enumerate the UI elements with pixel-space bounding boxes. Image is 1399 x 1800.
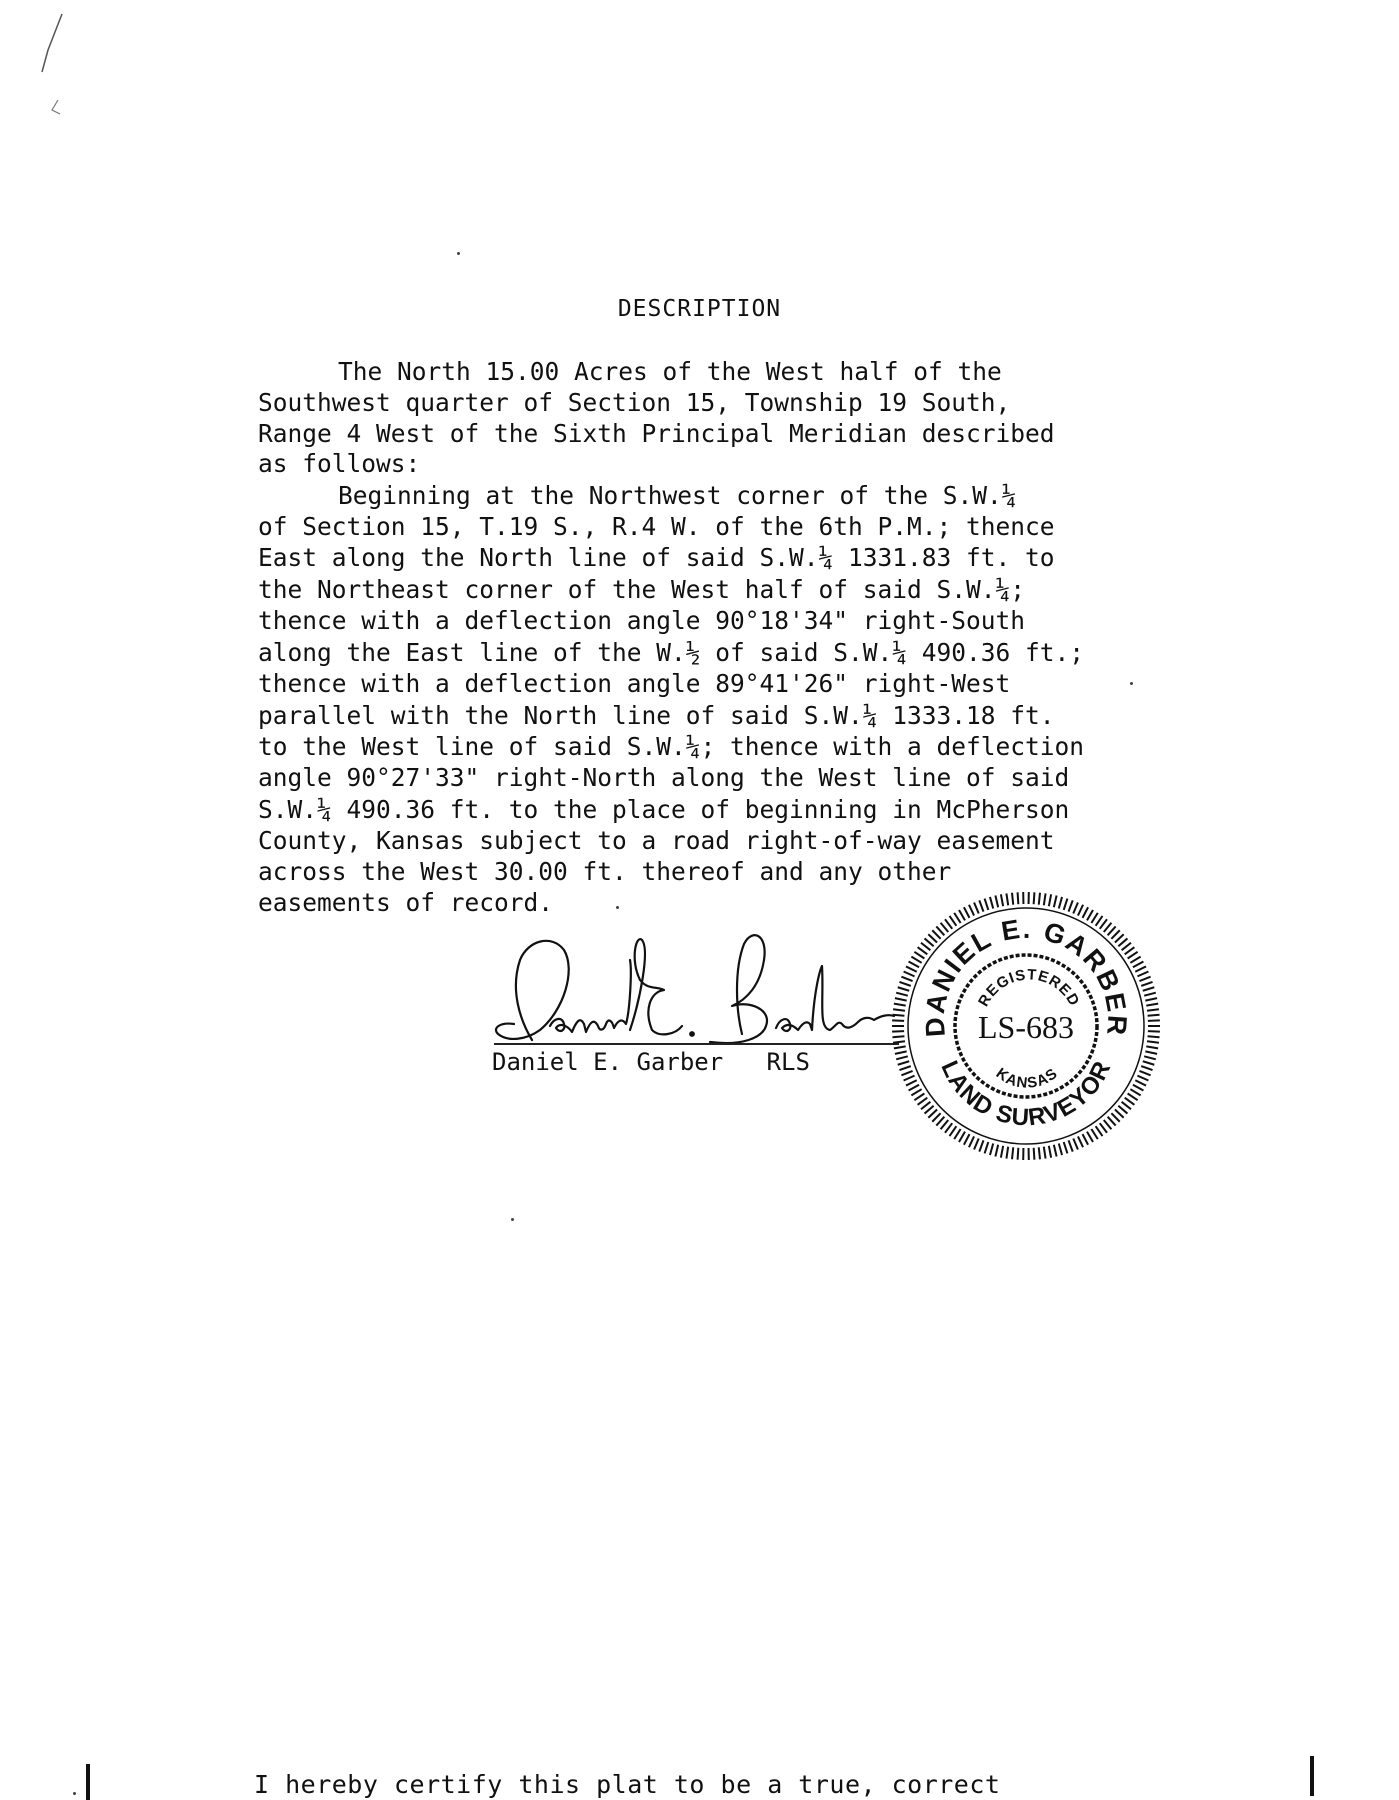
seal-tick	[1125, 1098, 1135, 1105]
seal-tick	[950, 1126, 957, 1136]
seal-tick	[936, 926, 944, 935]
seal-tick	[1118, 938, 1127, 946]
seal-tick	[1091, 1129, 1097, 1139]
seal-tick	[1064, 899, 1068, 910]
seal-tick	[1147, 1041, 1159, 1043]
text-line: thence with a deflection angle 90°18'34" right-South	[258, 606, 1026, 635]
handwritten-signature	[480, 930, 900, 1050]
text-line: Southwest quarter of Section 15, Township 19 South,	[258, 388, 1011, 417]
seal-tick	[964, 1134, 970, 1145]
svg-text:LAND SURVEYOR	[935, 1057, 1116, 1132]
seal-tick	[945, 1123, 952, 1133]
seal-tick	[1111, 930, 1119, 939]
seal-tick	[911, 1089, 921, 1095]
seal-tick	[906, 966, 917, 971]
seal-tick	[911, 957, 921, 963]
speck	[511, 1218, 514, 1221]
text-line: along the East line of the W.½ of said S.W.¼ 490.36 ft.;	[258, 638, 1085, 667]
seal-tick	[1122, 1102, 1131, 1109]
seal-tick	[959, 1132, 965, 1142]
seal-tick	[1143, 987, 1154, 990]
seal-tick	[1069, 900, 1073, 911]
seal-tick	[1139, 977, 1150, 981]
seal-tick	[893, 1009, 905, 1011]
seal-tick	[1096, 1126, 1103, 1136]
text-line: across the West 30.00 ft. thereof and any other	[258, 857, 952, 886]
seal-tick	[1039, 893, 1040, 905]
seal-tick	[1137, 971, 1148, 976]
seal-tick	[1108, 926, 1116, 935]
seal-tick	[892, 1036, 904, 1037]
seal-tick	[901, 977, 912, 981]
seal-tick	[1087, 1132, 1093, 1142]
signatory-title: RLS	[766, 1048, 810, 1076]
seal-tick	[936, 1117, 944, 1126]
seal-tick	[1100, 1123, 1107, 1133]
seal-tick	[1141, 1066, 1152, 1070]
seal-tick	[995, 1145, 998, 1157]
seal-tick	[995, 896, 998, 908]
seal-tick	[945, 919, 952, 929]
seal-tick	[896, 993, 908, 996]
speck	[457, 252, 460, 255]
signature-block	[480, 930, 900, 1076]
svg-text:KANSAS	[993, 1065, 1061, 1092]
seal-tick	[892, 1015, 904, 1016]
seal-inner-bottom: KANSAS	[992, 1064, 1062, 1092]
text-line: the Northeast corner of the West half of said S.W.¼;	[258, 575, 1026, 604]
seal-tick	[928, 934, 937, 942]
seal-tick	[899, 982, 910, 986]
seal-tick	[990, 897, 993, 909]
seal-tick	[1006, 893, 1008, 905]
seal-tick	[1059, 1144, 1062, 1156]
seal-tick	[1073, 902, 1078, 913]
seal-tick	[950, 916, 957, 926]
text-line: as follows:	[258, 449, 421, 478]
seal-tick	[941, 1120, 949, 1129]
page-title: DESCRIPTION	[617, 296, 782, 322]
seal-tick	[1044, 1147, 1046, 1159]
seal-tick	[1018, 892, 1019, 904]
seal-tick	[1122, 943, 1131, 950]
seal-tick	[921, 1102, 930, 1109]
seal-tick	[925, 1106, 934, 1114]
seal-tick	[909, 1085, 920, 1091]
seal-license-number: LS-683	[978, 1009, 1074, 1045]
seal-tick	[979, 900, 983, 911]
seal-tick	[914, 1094, 924, 1101]
seal-tick	[1012, 1147, 1013, 1159]
text-line: to the West line of said S.W.¼; thence with a deflection	[258, 732, 1085, 761]
margin-mark	[1310, 1756, 1314, 1796]
scan-mark	[20, 10, 70, 80]
seal-tick	[969, 905, 974, 916]
seal-tick	[906, 1080, 917, 1085]
speck	[73, 1792, 76, 1795]
seal-tick	[892, 1031, 904, 1032]
text-line: of Section 15, T.19 S., R.4 W. of the 6th P.M.; thence	[258, 512, 1055, 541]
text-line: S.W.¼ 490.36 ft. to the place of beginning in McPherson	[258, 795, 1070, 824]
seal-tick	[932, 1113, 940, 1122]
speck	[616, 906, 619, 909]
seal-tick	[901, 1071, 912, 1075]
seal-tick	[1141, 982, 1152, 986]
seal-tick	[1130, 1089, 1140, 1095]
seal-tick	[974, 902, 979, 913]
seal-tick	[1083, 907, 1089, 918]
signatory-name-text: Daniel E. Garber	[492, 1048, 724, 1076]
seal-tick	[893, 1041, 905, 1043]
seal-tick	[974, 1138, 979, 1149]
seal-tick	[969, 1136, 974, 1147]
seal-tick	[1039, 1147, 1040, 1159]
text-line: East along the North line of said S.W.¼ 1331.83 ft. to	[258, 543, 1055, 572]
seal-tick	[904, 1076, 915, 1081]
text-line: Beginning at the Northwest corner of the S.W.¼	[338, 481, 1017, 510]
seal-tick	[1133, 1085, 1144, 1091]
seal-tick	[1104, 923, 1112, 932]
seal-tick	[918, 947, 928, 954]
seal-tick	[1083, 1134, 1089, 1145]
seal-tick	[1145, 1051, 1157, 1053]
seal-tick	[1118, 1106, 1127, 1114]
seal-tick	[964, 907, 970, 918]
seal-tick	[1128, 1094, 1138, 1101]
scan-mark	[48, 98, 68, 118]
seal-tick	[1034, 1148, 1035, 1160]
seal-tick	[985, 1142, 989, 1153]
text-line: Range 4 West of the Sixth Principal Meridian described	[258, 419, 1055, 448]
seal-tick	[894, 1046, 906, 1048]
seal-tick	[1145, 998, 1157, 1000]
seal-tick	[921, 943, 930, 950]
seal-tick	[1143, 1061, 1154, 1064]
seal-tick	[1148, 1036, 1160, 1037]
seal-tick	[895, 998, 907, 1000]
seal-tick	[1128, 952, 1138, 959]
seal-tick	[954, 913, 960, 923]
seal-tick	[1137, 1076, 1148, 1081]
seal-tick	[1049, 894, 1051, 906]
seal-tick	[1147, 1009, 1159, 1011]
seal-tick	[898, 1061, 909, 1064]
seal-tick	[1144, 1056, 1156, 1059]
seal-tick	[1059, 897, 1062, 909]
seal-tick	[928, 1110, 937, 1118]
seal-tick	[1078, 1136, 1083, 1147]
text-line: thence with a deflection angle 89°41'26" right-West	[258, 669, 1011, 698]
seal-tick	[1054, 896, 1057, 908]
seal-tick	[1148, 1031, 1160, 1032]
seal-tick	[1146, 1046, 1158, 1048]
text-line: parallel with the North line of said S.W.¼ 1333.18 ft.	[258, 701, 1055, 730]
margin-mark	[86, 1764, 90, 1800]
seal-tick	[1054, 1145, 1057, 1157]
seal-tick	[1148, 1015, 1160, 1016]
seal-tick	[1125, 947, 1135, 954]
seal-tick	[904, 971, 915, 976]
seal-tick	[1115, 1110, 1124, 1118]
seal-tick	[1133, 961, 1144, 967]
seal-tick	[1115, 934, 1124, 942]
surveyor-seal	[888, 888, 1164, 1164]
seal-tick	[1073, 1138, 1078, 1149]
seal-tick	[1012, 893, 1013, 905]
seal-inner-top: REGISTERED	[975, 966, 1083, 1010]
seal-tick	[932, 930, 940, 939]
seal-tick	[1064, 1142, 1068, 1153]
seal-tick	[941, 923, 949, 932]
seal-tick	[979, 1140, 983, 1151]
seal-tick	[914, 952, 924, 959]
speck	[1130, 682, 1133, 685]
seal-tick	[1087, 910, 1093, 920]
seal-tick	[959, 910, 965, 920]
seal-outer-bottom: LAND SURVEYOR	[935, 1056, 1117, 1132]
seal-tick	[1006, 1147, 1008, 1159]
seal-outer-top: DANIEL E. GARBER	[919, 913, 1133, 1038]
seal-tick	[1139, 1071, 1150, 1075]
seal-tick	[1096, 916, 1103, 926]
seal-tick	[918, 1098, 928, 1105]
svg-text:REGISTERED	[975, 966, 1083, 1009]
seal-tick	[1135, 966, 1146, 971]
seal-tick	[894, 1004, 906, 1006]
seal-tick	[1078, 905, 1083, 916]
seal-tick	[1108, 1117, 1116, 1126]
seal-tick	[1001, 1146, 1003, 1158]
seal-tick	[1091, 913, 1097, 923]
seal-tick	[954, 1129, 960, 1139]
text-line: County, Kansas subject to a road right-of-way easement	[258, 826, 1055, 855]
text-line: easements of record.	[258, 888, 554, 917]
seal-tick	[1130, 957, 1140, 963]
seal-tick	[1111, 1113, 1119, 1122]
signatory-name	[492, 1048, 810, 1076]
seal-tick	[985, 899, 989, 910]
seal-tick	[896, 1056, 908, 1059]
seal-tick	[895, 1051, 907, 1053]
certification-text: I hereby certify this plat to be a true, correct	[254, 1770, 1001, 1799]
seal-tick	[909, 961, 920, 967]
seal-tick	[1018, 1148, 1019, 1160]
seal-tick	[892, 1020, 904, 1021]
seal-tick	[1146, 1004, 1158, 1006]
seal-tick	[925, 938, 934, 946]
seal-tick	[1049, 1146, 1051, 1158]
seal-tick	[1100, 919, 1107, 929]
seal-tick	[898, 987, 909, 990]
signature-line	[494, 1043, 899, 1045]
seal-tick	[1135, 1080, 1146, 1085]
seal-tick	[899, 1066, 910, 1070]
seal-tick	[1069, 1140, 1073, 1151]
seal-tick	[1104, 1120, 1112, 1129]
seal-tick	[1034, 892, 1035, 904]
seal-tick	[1044, 893, 1046, 905]
seal-tick	[990, 1144, 993, 1156]
seal-tick	[1148, 1020, 1160, 1021]
seal-tick	[1144, 993, 1156, 996]
text-line: The North 15.00 Acres of the West half of the	[338, 357, 1002, 386]
text-line: angle 90°27'33" right-North along the West line of said	[258, 763, 1070, 792]
seal-tick	[1001, 894, 1003, 906]
